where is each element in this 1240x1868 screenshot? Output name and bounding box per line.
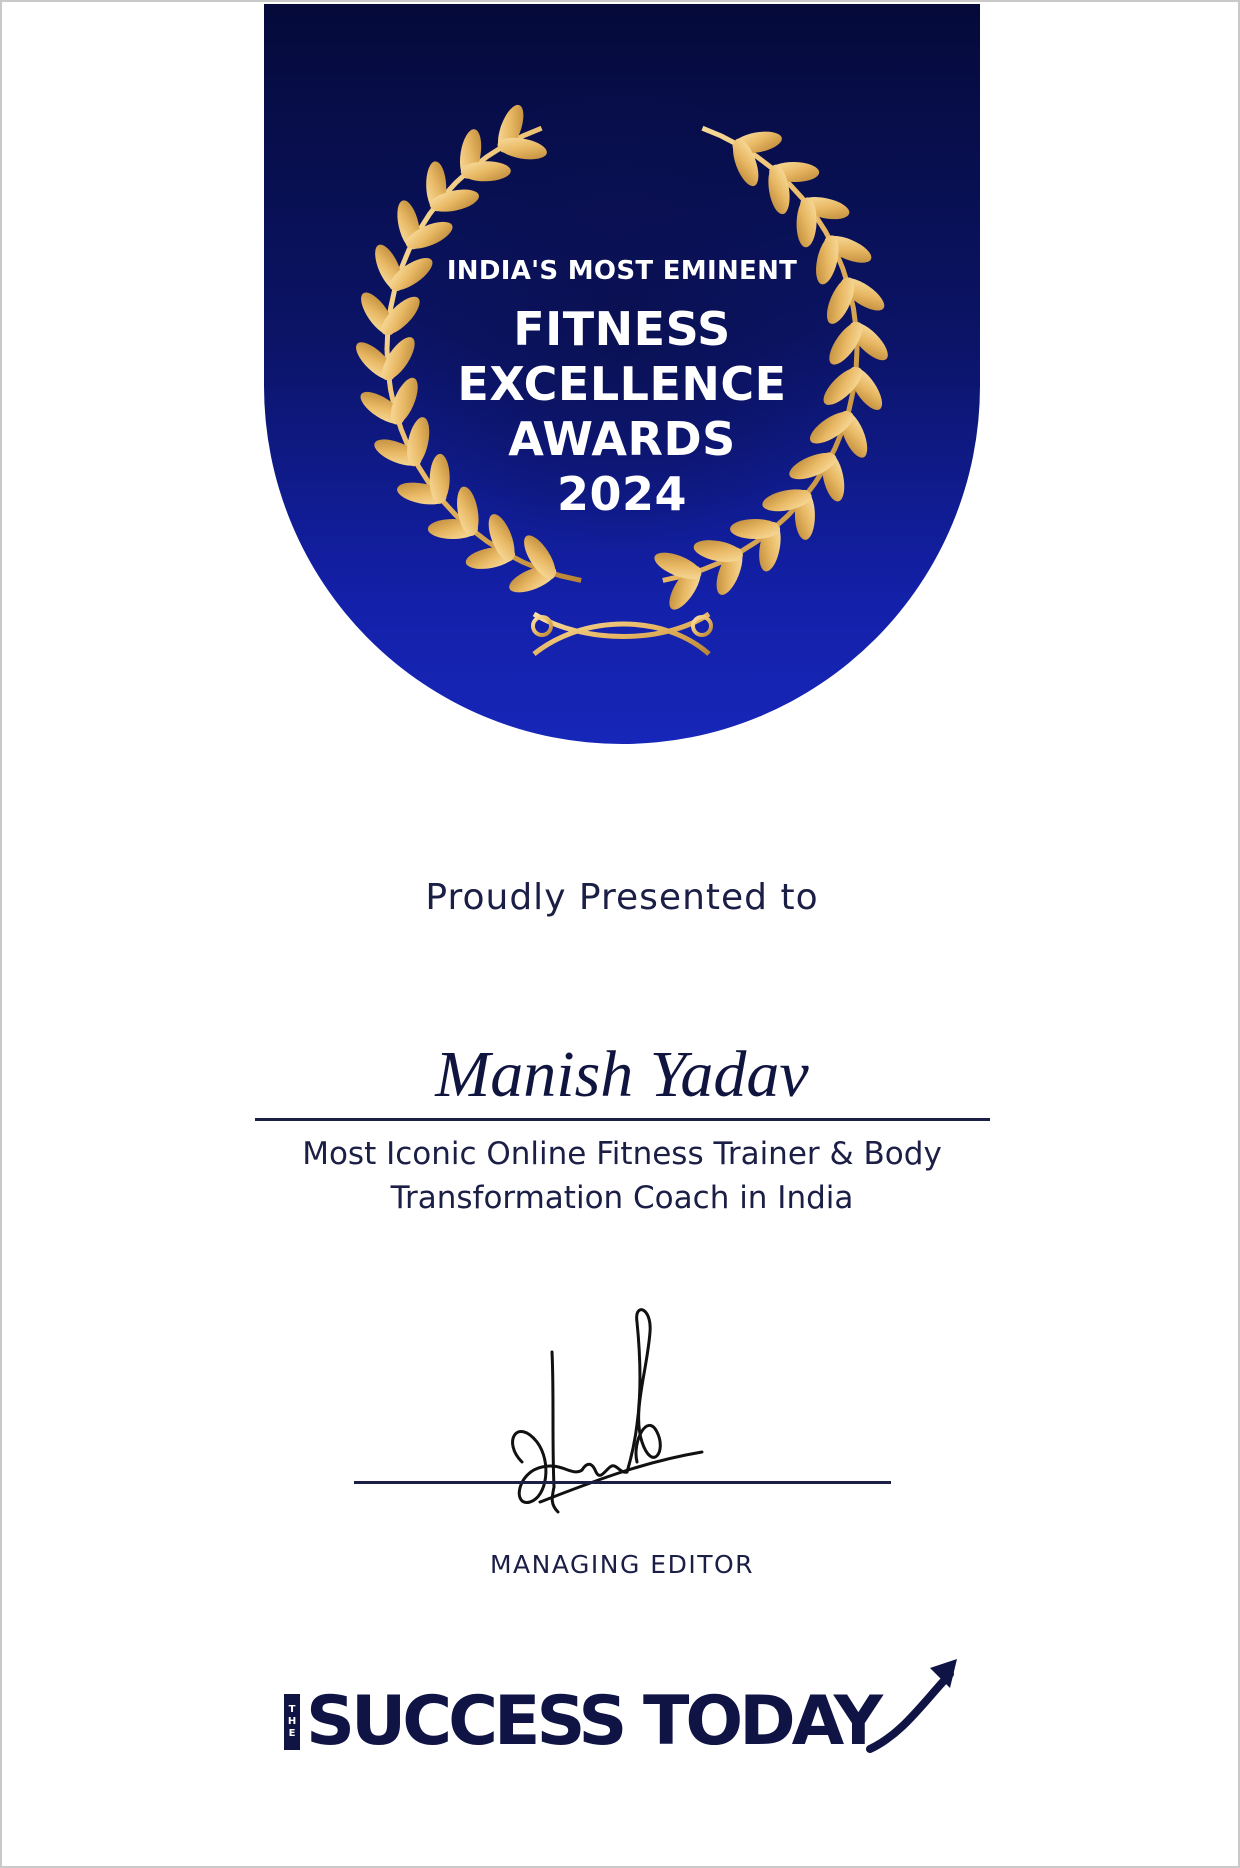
logo-prefix	[284, 1694, 300, 1750]
logo-prefix-letter: H	[287, 1716, 297, 1727]
name-underline	[255, 1118, 990, 1121]
logo-prefix-letter: T	[288, 1704, 296, 1715]
rising-arrow-icon	[862, 1654, 962, 1754]
logo-wordmark: SUCCESS TODAY	[306, 1682, 880, 1761]
presented-label: Proudly Presented to	[425, 877, 819, 918]
recipient-name: Manish Yadav	[435, 1038, 809, 1111]
signature-line	[354, 1481, 891, 1484]
logo-wordmark-group	[284, 1682, 879, 1762]
badge-title-line: AWARDS	[508, 412, 736, 466]
award-title	[2, 1132, 1240, 1220]
badge-title	[264, 302, 980, 522]
laurel-ribbon	[534, 614, 709, 654]
logo-prefix-letter: E	[288, 1728, 296, 1739]
laurel-leaf	[730, 519, 780, 539]
signature-image	[492, 1302, 752, 1532]
award-badge	[264, 4, 980, 744]
signatory-role: MANAGING EDITOR	[489, 1550, 755, 1579]
badge-title-line: EXCELLENCE	[457, 357, 787, 411]
badge-title-line: FITNESS	[513, 302, 731, 356]
award-title-line: Most Iconic Online Fitness Trainer & Body	[302, 1136, 942, 1172]
award-title-line: Transformation Coach in India	[390, 1180, 854, 1216]
publisher-logo	[2, 1682, 1240, 1762]
badge-subtitle: INDIA'S MOST EMINENT	[446, 256, 798, 286]
badge-year: 2024	[556, 467, 688, 521]
